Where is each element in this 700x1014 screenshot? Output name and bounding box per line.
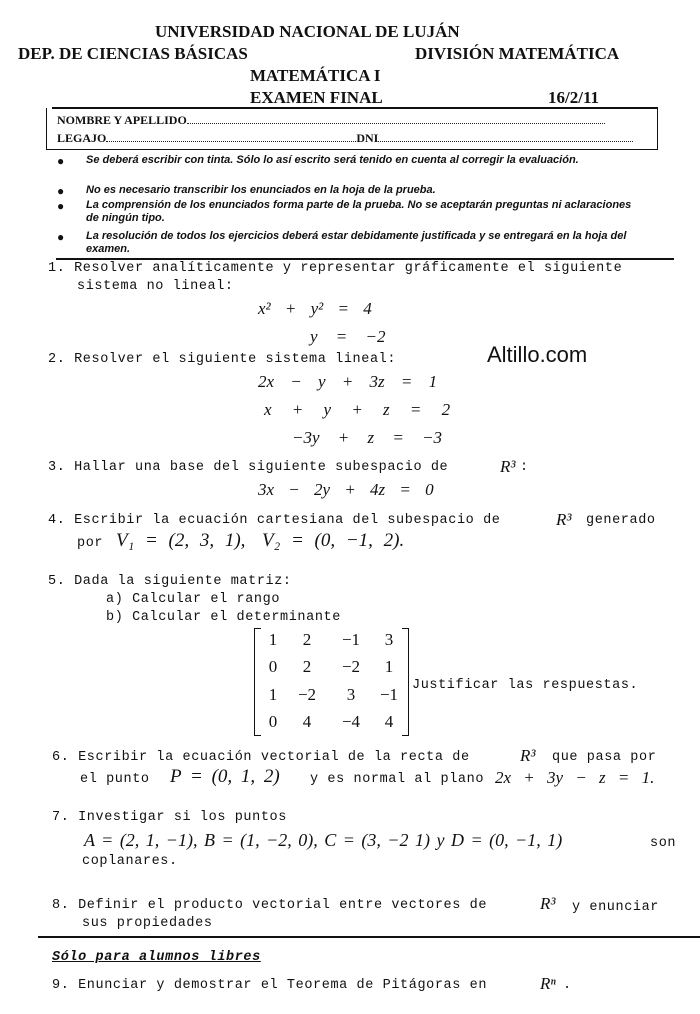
system-eq-2: x + y + z = 2 xyxy=(264,400,451,419)
problem-5-a: a) Calcular el rango xyxy=(106,592,281,607)
bullet-icon: ● xyxy=(57,184,65,198)
plane-eq: 2x + 3y − z = 1. xyxy=(495,768,655,787)
system-eq-3: −3y + z = −3 xyxy=(292,428,443,447)
legajo-field[interactable] xyxy=(57,131,633,146)
problem-4-line2: por xyxy=(77,536,104,551)
problem-5-justify: Justificar las respuestas. xyxy=(412,678,639,693)
problem-7-son: son xyxy=(650,836,677,851)
exam-title: EXAMEN FINAL xyxy=(250,88,383,107)
vector-v2: V₂ = (0, −1, 2). xyxy=(262,530,405,551)
bullet-icon: ● xyxy=(57,154,65,168)
libres-title: Sólo para alumnos libres xyxy=(52,950,261,965)
subject-title: MATEMÁTICA I xyxy=(250,66,381,85)
r3-symbol: R³ xyxy=(556,510,572,529)
instruction-4: La resolución de todos los ejercicios deberá estar debidamente justificada y se entregará en la hoja del examen. xyxy=(86,230,627,255)
subspace-eq: 3x − 2y + 4z = 0 xyxy=(258,480,434,499)
problem-6-line1-end: que pasa por xyxy=(552,750,657,765)
r3-symbol: R³ xyxy=(540,894,556,913)
problem-2-text: 2. Resolver el siguiente sistema lineal: xyxy=(48,352,397,367)
legajo-label: LEGAJO xyxy=(57,131,107,145)
name-label: NOMBRE Y APELLIDO xyxy=(57,113,187,127)
problem-7-line3: coplanares. xyxy=(82,854,178,869)
instruction-1: Se deberá escribir con tinta. Sólo lo así escrito será tenido en cuenta al corregir la evaluación. xyxy=(86,154,579,166)
points-abcd: A = (2, 1, −1), B = (1, −2, 0), C = (3, −2 1) y D = (0, −1, 1) xyxy=(84,830,563,850)
instruction-3: La comprensión de los enunciados forma parte de la prueba. No se aceptarán preguntas ni aclaraciones de ningún tipo. xyxy=(86,199,632,224)
problem-6-line2b: y es normal al plano xyxy=(310,772,485,787)
point-p: P = (0, 1, 2) xyxy=(170,766,280,787)
r3-symbol: R³ xyxy=(500,457,516,476)
problem-9-text: 9. Enunciar y demostrar el Teorema de Pitágoras en xyxy=(52,978,488,993)
department-label: DEP. DE CIENCIAS BÁSICAS xyxy=(18,44,248,63)
student-info-box xyxy=(46,108,658,150)
problem-1-line2: sistema no lineal: xyxy=(77,279,234,294)
problem-3-text: 3. Hallar una base del siguiente subespacio de xyxy=(48,460,449,475)
problem-4-line1: 4. Escribir la ecuación cartesiana del subespacio de xyxy=(48,513,501,528)
university-title: UNIVERSIDAD NACIONAL DE LUJÁN xyxy=(155,22,460,41)
division-label: DIVISIÓN MATEMÁTICA xyxy=(415,44,620,63)
watermark-altillo: Altillo.com xyxy=(487,342,588,367)
rn-symbol: Rⁿ xyxy=(540,974,556,993)
equation-1b: y = −2 xyxy=(310,327,386,346)
problem-8-line2: sus propiedades xyxy=(82,916,213,931)
problem-1-line1: 1. Resolver analíticamente y representar gráficamente el siguiente xyxy=(48,261,623,276)
problem-7-line1: 7. Investigar si los puntos xyxy=(52,810,287,825)
dni-label: DNI xyxy=(356,131,379,145)
problem-5-line1: 5. Dada la siguiente matriz: xyxy=(48,574,292,589)
instructions-divider xyxy=(56,258,674,260)
system-eq-1: 2x − y + 3z = 1 xyxy=(258,372,438,391)
problem-6-line2a: el punto xyxy=(80,772,150,787)
r3-symbol: R³ xyxy=(520,746,536,765)
libres-divider xyxy=(38,936,700,938)
vector-v1: V₁ = (2, 3, 1), xyxy=(116,530,246,551)
problem-8-line1: 8. Definir el producto vectorial entre vectores de xyxy=(52,898,488,913)
bullet-icon: ● xyxy=(57,199,65,213)
problem-4-generado: generado xyxy=(586,513,656,528)
problem-8-line1-end: y enunciar xyxy=(572,900,660,915)
problem-6-line1: 6. Escribir la ecuación vectorial de la recta de xyxy=(52,750,470,765)
name-field[interactable] xyxy=(57,113,605,128)
problem-5-b: b) Calcular el determinante xyxy=(106,610,341,625)
bullet-icon: ● xyxy=(57,230,65,244)
equation-1a: x² + y² = 4 xyxy=(258,299,372,318)
exam-date: 16/2/11 xyxy=(548,88,600,107)
instruction-2: No es necesario transcribir los enunciados en la hoja de la prueba. xyxy=(86,184,436,196)
